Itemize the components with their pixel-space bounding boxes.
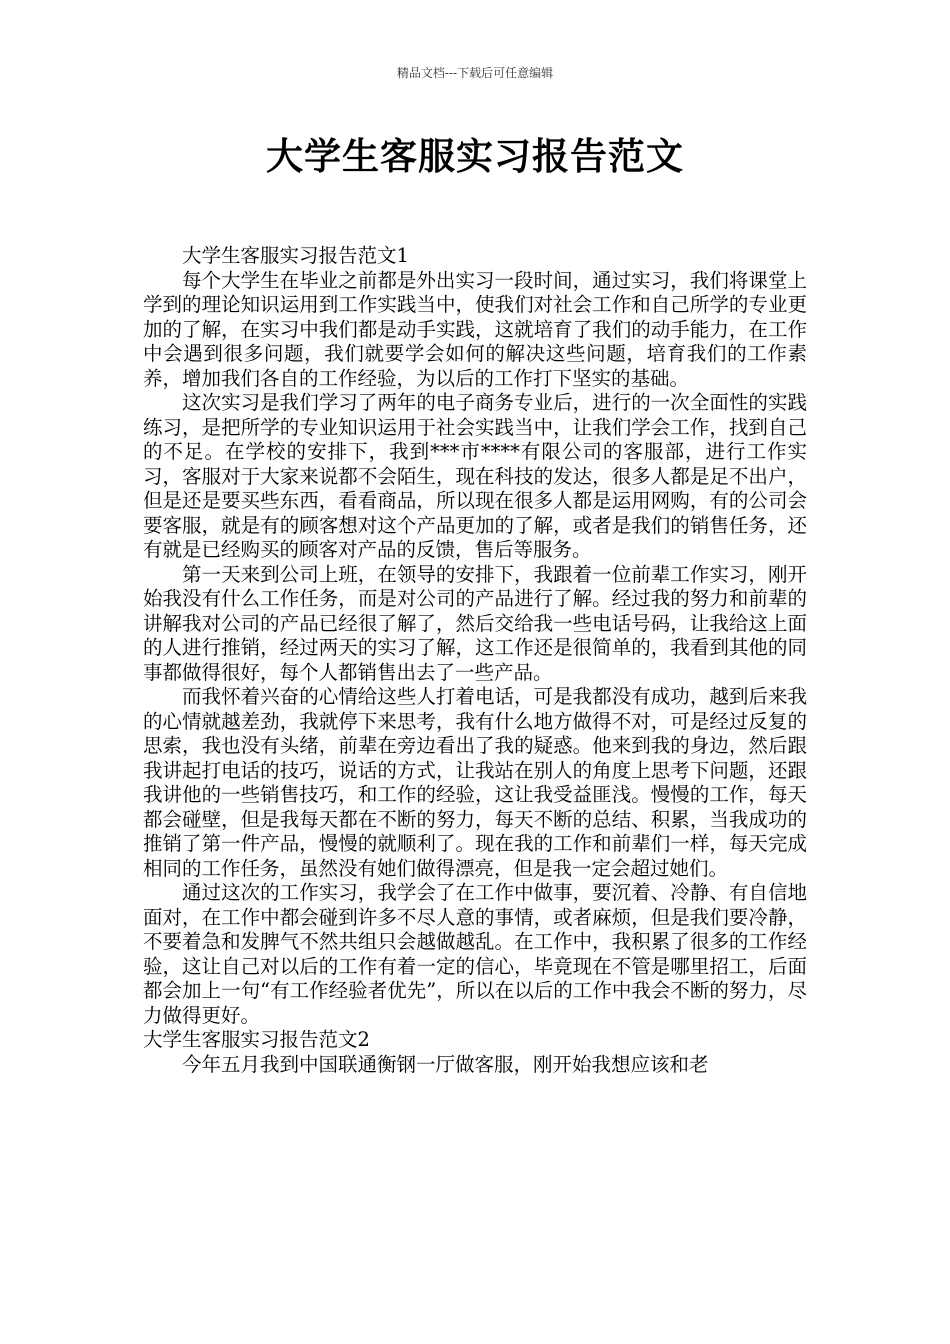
body-paragraph: 而我怀着兴奋的心情给这些人打着电话，可是我都没有成功，越到后来我的心情就越差劲，我就停下来思考，我有什么地方做得不对，可是经过反复的思索，我也没有头绪，前辈在旁边看出了我的疑惑。他来到我的身边，然后跟我讲起打电话的技巧，说话的方式，让我站在别人的角度上思考下问题，还跟我讲他的一些销售技巧，和工作的经验，这让我受益匪浅。慢慢的工作，每天都会碰壁，但是我每天都在不断的努力，每天不断的总结、积累，当我成功的推销了第一件产品，慢慢的就顺利了。现在我的工作和前辈们一样，每天完成相同的工作任务，虽然没有她们做得漂亮，但是我一定会超过她们。 [143, 685, 807, 880]
header-note: 精品文档---下载后可任意编辑 [396, 66, 554, 80]
document-title: 大学生客服实习报告范文 [266, 135, 684, 178]
section-heading-1: 大学生客服实习报告范文1 [182, 244, 409, 267]
body-paragraph: 第一天来到公司上班，在领导的安排下，我跟着一位前辈工作实习，刚开始我没有什么工作任务，而是对公司的产品进行了解。经过我的努力和前辈的讲解我对公司的产品已经很了解了，然后交给我一些电话号码，让我给这上面的人进行推销，经过两天的实习了解，这工作还是很简单的，我看到其他的同事都做得很好，每个人都销售出去了一些产品。 [143, 562, 807, 684]
section-heading-2: 大学生客服实习报告范文2 [143, 1028, 370, 1051]
body-paragraph: 通过这次的工作实习，我学会了在工作中做事，要沉着、冷静、有自信地面对，在工作中都会碰到许多不尽人意的事情，或者麻烦，但是我们要冷静，不要着急和发脾气不然共组只会越做越乱。在工作中，我积累了很多的工作经验，这让自己对以后的工作有着一定的信心，毕竟现在不管是哪里招工，后面都会加上一句“有工作经验者优先”，所以在以后的工作中我会不断的努力，尽力做得更好。 [143, 881, 807, 1027]
body-paragraph: 这次实习是我们学习了两年的电子商务专业后，进行的一次全面性的实践练习，是把所学的专业知识运用于社会实践当中，让我们学会工作，找到自己的不足。在学校的安排下，我到***市****有限公司的客服部，进行工作实习，客服对于大家来说都不会陌生，现在科技的发达，很多人都是足不出户，但是还是要买些东西，看看商品，所以现在很多人都是运用网购，有的公司会要客服，就是有的顾客想对这个产品更加的了解，或者是我们的销售任务，还有就是已经购买的顾客对产品的反馈，售后等服务。 [143, 391, 807, 561]
body-paragraph: 每个大学生在毕业之前都是外出实习一段时间，通过实习，我们将课堂上学到的理论知识运用到工作实践当中，使我们对社会工作和自己所学的专业更加的了解，在实习中我们都是动手实践，这就培育了我们的动手能力，在工作中会遇到很多问题，我们就要学会如何的解决这些问题，培育我们的工作素养，增加我们各自的工作经验，为以后的工作打下坚实的基础。 [143, 268, 807, 390]
document-body [143, 244, 807, 1077]
body-paragraph: 今年五月我到中国联通衡钢一厅做客服，刚开始我想应该和老 [182, 1052, 709, 1076]
